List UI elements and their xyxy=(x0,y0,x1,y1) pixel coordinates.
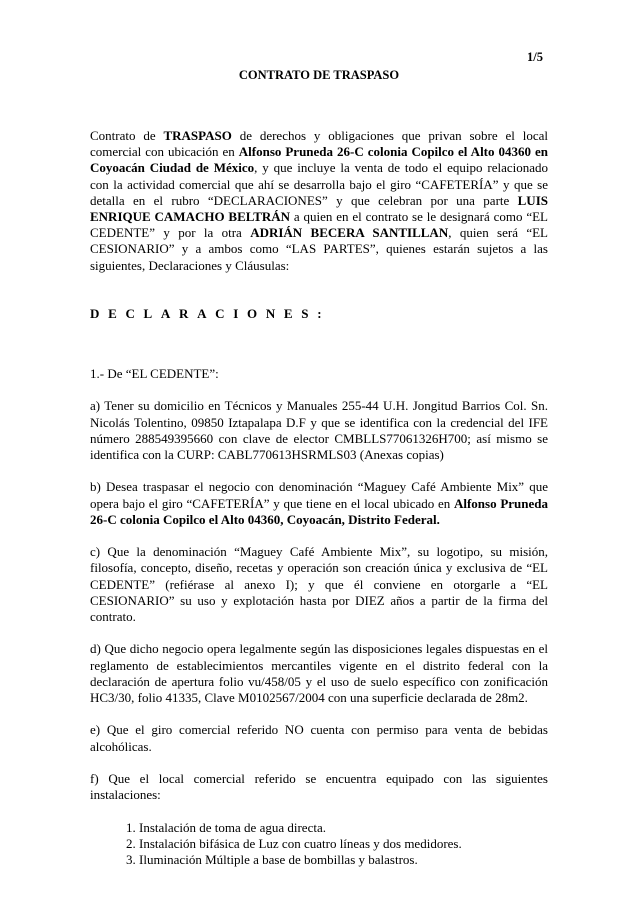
list-item: 1. Instalación de toma de agua directa. xyxy=(126,819,326,835)
intro-paragraph xyxy=(90,128,548,274)
intro-text-1: Contrato de xyxy=(90,128,164,143)
item-d: d) Que dicho negocio opera legalmente según las disposiciones legales dispuestas en el reglamento de establecimientos mercantiles vigente en el distrito federal con la declaración de apertura folio vu/458/05 y el uso de suelo específico con zonificación HC3/30, folio 41335, Clave M0102567/2004 con una superficie declarada de 28m2. xyxy=(90,641,548,705)
intro-text-3: , y que incluye la venta de todo el equipo relacionado con la actividad comercial que ahí se desarrolla bajo el giro “CAFETERÍA” y que se detalla en el rubro “DECLARACIONES” y que celebran por una parte xyxy=(90,160,548,208)
item-b-address: Alfonso Pruneda 26-C colonia Copilco el Alto 04360, Coyoacán, Distrito Federal. xyxy=(90,495,548,527)
installations-list xyxy=(90,820,548,869)
item-e: e) Que el giro comercial referido NO cuenta con permiso para venta de bebidas alcohólicas. xyxy=(90,722,548,754)
declaraciones-heading: DECLARACIONES: xyxy=(90,306,331,321)
list-item: 3. Iluminación Múltiple a base de bombillas y balastros. xyxy=(126,851,418,867)
intro-traspaso: TRASPASO xyxy=(163,128,232,143)
item-b-text: b) Desea traspasar el negocio con denominación “Maguey Café Ambiente Mix” que opera bajo el giro “CAFETERÍA” y que tiene en el local ubicado en xyxy=(90,479,548,511)
item-c: c) Que la denominación “Maguey Café Ambiente Mix”, su logotipo, su misión, filosofía, concepto, diseño, recetas y operación son creación única y exclusiva de “EL CEDENTE” (refiérase al anexo I); y que él conviene en otorgarle a “EL CESIONARIO” su uso y explotación hasta por DIEZ años a partir de la firma del contrato. xyxy=(90,544,548,624)
item-b xyxy=(90,479,548,528)
item-f: f) Que el local comercial referido se encuentra equipado con las siguientes instalaciones: xyxy=(90,770,548,803)
intro-text-2: de derechos y obligaciones que privan sobre el local comercial con ubicación en xyxy=(90,128,548,160)
list-item: 2. Instalación bifásica de Luz con cuatro líneas y dos medidores. xyxy=(126,835,462,851)
intro-cedente-name: LUIS ENRIQUE CAMACHO BELTRÁN xyxy=(90,192,548,225)
document-title: CONTRATO DE TRASPASO xyxy=(238,68,400,82)
item-a: a) Tener su domicilio en Técnicos y Manuales 255-44 U.H. Jongitud Barrios Col. Sn. Nicolás Tolentino, 09850 Iztapalapa D.F y que se identifica con la credencial del IFE número 288549395660 con clave de elector CMBLLS77061326H700; así mismo se identifica con la CURP: CABL770613HSRMLS03 (Anexas copias) xyxy=(90,398,548,462)
intro-text-5: , quien será “EL CESIONARIO” y a ambos como “LAS PARTES”, quienes estarán sujetos a las siguientes, Declaraciones y Cláusulas: xyxy=(90,225,548,273)
intro-text-4: a quien en el contrato se le designará como “EL CEDENTE” y por la otra xyxy=(90,209,548,241)
intro-cesionario-name: ADRIÁN BECERA SANTILLAN xyxy=(250,225,449,241)
declaraciones-body xyxy=(90,366,548,868)
section-1-heading: 1.- De “EL CEDENTE”: xyxy=(90,366,219,381)
intro-address: Alfonso Pruneda 26-C colonia Copilco el Alto 04360 en Coyoacán Ciudad de México xyxy=(90,144,548,176)
page-number: 1/5 xyxy=(527,50,543,64)
